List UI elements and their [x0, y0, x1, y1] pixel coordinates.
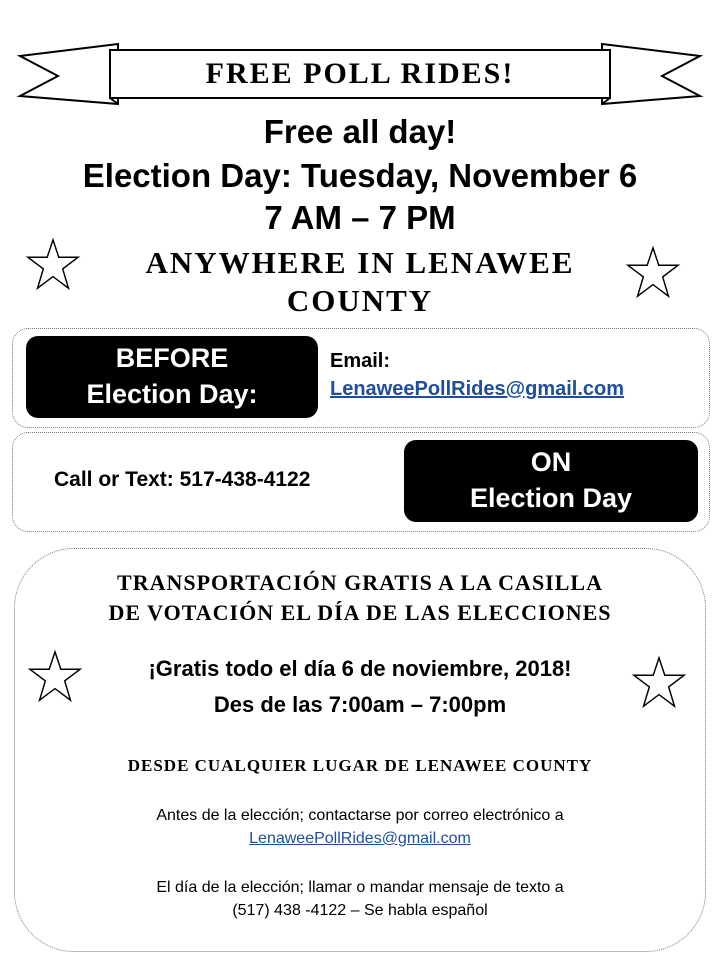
- on-label-line-1: ON: [530, 447, 572, 477]
- headline-free-all-day: Free all day!: [263, 113, 457, 150]
- spanish-title-line-1: TRANSPORTACIÓN GRATIS A LA CASILLA: [117, 570, 603, 595]
- spanish-phone-line: (517) 438 -4122 – Se habla español: [232, 902, 488, 919]
- banner-title: FREE POLL RIDES!: [205, 57, 515, 90]
- call-or-text: Call or Text: 517-438-4122: [54, 468, 311, 491]
- on-label-line-2: Election Day: [469, 483, 633, 513]
- location-line-1: ANYWHERE IN LENAWEE: [145, 245, 575, 280]
- headline-hours: 7 AM – 7 PM: [264, 199, 456, 236]
- spanish-on-line: El día de la elección; llamar o mandar mensaje de texto a: [156, 879, 564, 896]
- spanish-on-text: [40, 876, 680, 922]
- spanish-email-link[interactable]: LenaweePollRides@gmail.com: [249, 830, 471, 847]
- star-icon: [24, 236, 82, 294]
- spanish-title-line-2: DE VOTACIÓN EL DÍA DE LAS ELECCIONES: [108, 600, 612, 625]
- before-election-label: [26, 336, 318, 418]
- location-line-2: COUNTY: [286, 283, 434, 318]
- spanish-anywhere: DESDE CUALQUIER LUGAR DE LENAWEE COUNTY: [127, 756, 593, 775]
- location-heading: [80, 244, 640, 320]
- spanish-free-line: ¡Gratis todo el día 6 de noviembre, 2018!: [148, 656, 572, 681]
- before-label-line-1: BEFORE: [115, 343, 229, 373]
- spanish-hours-line: Des de las 7:00am – 7:00pm: [213, 692, 507, 717]
- headline-election-day: Election Day: Tuesday, November 6: [82, 157, 638, 194]
- spanish-before-line: Antes de la elección; contactarse por correo electrónico a: [156, 807, 564, 824]
- before-label-line-2: Election Day:: [86, 379, 258, 409]
- spanish-before-text: [40, 804, 680, 850]
- email-link[interactable]: LenaweePollRides@gmail.com: [330, 378, 625, 400]
- email-label: Email:: [330, 350, 391, 372]
- on-election-label: [404, 440, 698, 522]
